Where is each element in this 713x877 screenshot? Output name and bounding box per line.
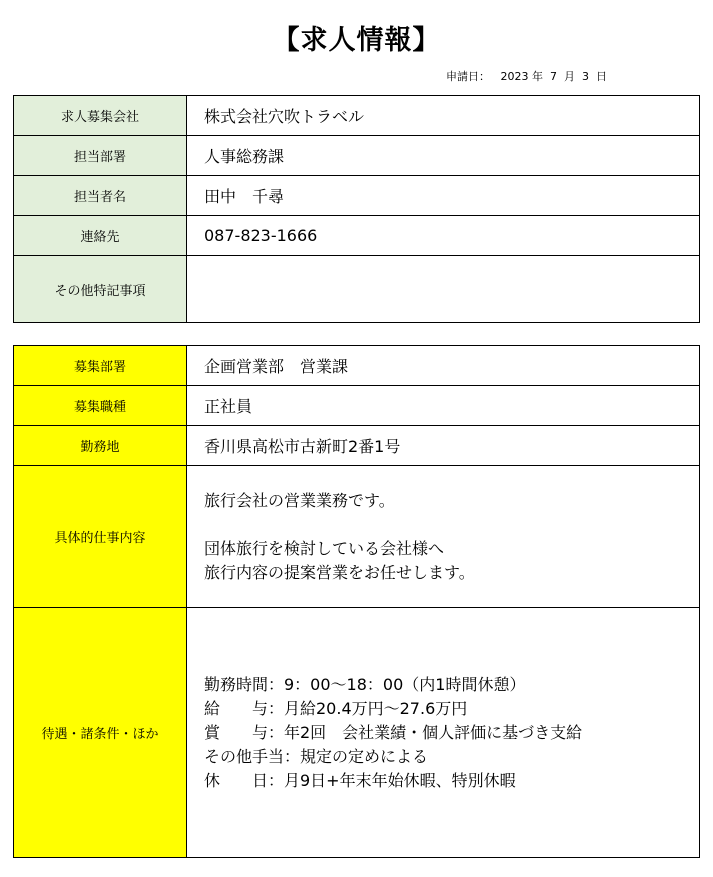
conditions-line: 給 与：月給20.4万円～27.6万円 xyxy=(204,698,468,718)
recruit-dept-label: 募集部署 xyxy=(14,346,187,386)
application-date xyxy=(446,68,607,84)
table-row xyxy=(14,426,700,466)
table-row xyxy=(14,466,700,608)
conditions-label: 待遇・諸条件・ほか xyxy=(14,608,187,858)
job-description-line xyxy=(204,513,699,537)
table-row xyxy=(14,96,700,136)
phone-label: 連絡先 xyxy=(14,216,187,256)
company-info-table xyxy=(13,95,700,323)
contact-person-label: 担当者名 xyxy=(14,176,187,216)
work-location-label: 勤務地 xyxy=(14,426,187,466)
job-description-line: 旅行内容の提案営業をお任せします。 xyxy=(204,562,475,582)
table-row xyxy=(14,216,700,256)
conditions-line: 賞 与：年2回 会社業績・個人評価に基づき支給 xyxy=(204,722,583,742)
department-label: 担当部署 xyxy=(14,136,187,176)
table-row xyxy=(14,608,700,858)
application-date-label: 申請日： xyxy=(446,70,490,83)
work-location-value: 香川県高松市古新町2番1号 xyxy=(187,426,700,466)
job-type-label: 募集職種 xyxy=(14,386,187,426)
table-row xyxy=(14,176,700,216)
job-type-value: 正社員 xyxy=(187,386,700,426)
job-description-line: 旅行会社の営業業務です。 xyxy=(204,490,395,510)
application-day: 3 xyxy=(582,70,589,83)
conditions-value xyxy=(187,608,700,858)
company-value: 株式会社穴吹トラベル xyxy=(187,96,700,136)
company-label: 求人募集会社 xyxy=(14,96,187,136)
conditions-line: 休 日：月9日+年末年始休暇、特別休暇 xyxy=(204,770,516,790)
application-year-unit: 年 xyxy=(532,70,543,83)
job-description-value xyxy=(187,466,700,608)
job-description-line: 団体旅行を検討している会社様へ xyxy=(204,538,445,558)
conditions-line: 勤務時間：9：00～18：00（内1時間休憩） xyxy=(204,674,526,694)
application-month-unit: 月 xyxy=(564,70,575,83)
application-month: 7 xyxy=(550,70,557,83)
other-notes-label: その他特記事項 xyxy=(14,256,187,323)
contact-person-value: 田中 千尋 xyxy=(187,176,700,216)
table-row xyxy=(14,386,700,426)
page-title: 【求人情報】 xyxy=(272,25,441,56)
application-year: 2023 xyxy=(500,70,529,83)
table-row xyxy=(14,256,700,323)
department-value: 人事総務課 xyxy=(187,136,700,176)
table-row xyxy=(14,136,700,176)
table-row xyxy=(14,346,700,386)
conditions-line: その他手当：規定の定めによる xyxy=(204,746,429,766)
other-notes-value xyxy=(187,256,700,323)
job-info-table xyxy=(13,345,700,858)
phone-value: 087-823-1666 xyxy=(187,216,700,256)
recruit-dept-value: 企画営業部 営業課 xyxy=(187,346,700,386)
application-day-unit: 日 xyxy=(596,70,607,83)
job-description-label: 具体的仕事内容 xyxy=(14,466,187,608)
